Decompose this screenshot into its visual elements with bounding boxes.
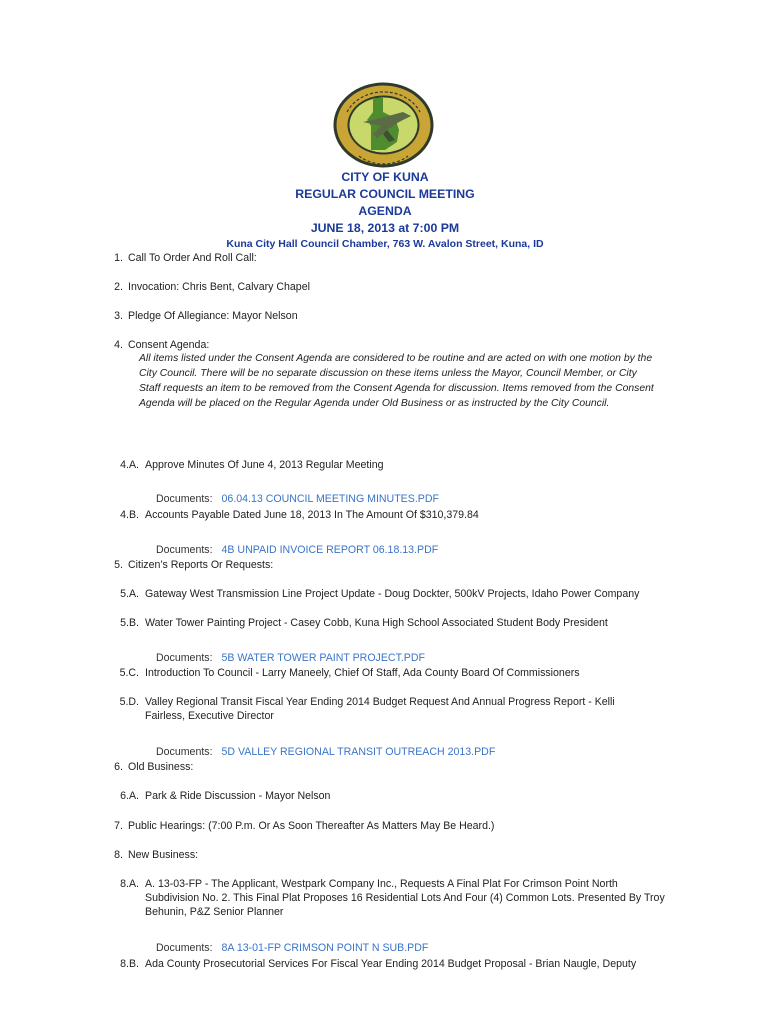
item-text: Accounts Payable Dated June 18, 2013 In The Amount Of $310,379.84 xyxy=(145,509,479,521)
item-number: 1. xyxy=(114,252,123,264)
documents-label: Documents: xyxy=(156,746,213,758)
meeting-location: Kuna City Hall Council Chamber, 763 W. Avalon Street, Kuna, ID xyxy=(226,238,544,250)
agenda-title: AGENDA xyxy=(358,204,412,218)
item-text: Citizen’s Reports Or Requests: xyxy=(128,559,274,571)
document-row xyxy=(156,543,438,557)
item-number: 8.A. xyxy=(120,878,139,890)
item-text: Ada County Prosecutorial Services For Fiscal Year Ending 2014 Budget Proposal - Brian Naugle, Deputy xyxy=(145,958,637,970)
item-number: 4.A. xyxy=(120,459,139,471)
item-number: 2. xyxy=(114,281,123,293)
item-text: Pledge Of Allegiance: Mayor Nelson xyxy=(128,310,298,322)
document-row xyxy=(156,492,439,506)
document-link[interactable]: 8A 13-01-FP CRIMSON POINT N SUB.PDF xyxy=(221,942,429,954)
consent-agenda-note: All items listed under the Consent Agenda are considered to be routine and are acted on with one motion by the City Council. There will be no separate discussion on these items unless the Mayor, Council Member, or City Staff requests an item to be removed from the Consent Agenda for discussion. Items removed from the Consent Agenda will be placed on the Regular Agenda under Old Business or as instructed by the City Council. xyxy=(139,353,654,409)
item-number: 5.D. xyxy=(119,696,139,708)
item-number: 5.B. xyxy=(120,617,139,629)
item-number: 5.A. xyxy=(120,588,139,600)
item-number: 4.B. xyxy=(120,509,139,521)
item-text: Valley Regional Transit Fiscal Year Ending 2014 Budget Request And Annual Progress Report - Kelli Fairless, Executive Director xyxy=(145,696,615,722)
item-number: 5. xyxy=(114,559,123,571)
document-link[interactable]: 5D VALLEY REGIONAL TRANSIT OUTREACH 2013.PDF xyxy=(221,746,496,758)
document-link[interactable]: 5B WATER TOWER PAINT PROJECT.PDF xyxy=(221,652,425,664)
item-text: Public Hearings: (7:00 P.m. Or As Soon Thereafter As Matters May Be Heard.) xyxy=(128,820,495,832)
document-row xyxy=(156,745,495,759)
item-number: 8.B. xyxy=(120,958,139,970)
city-seal-icon xyxy=(333,82,434,168)
item-text: Consent Agenda: xyxy=(128,339,210,351)
documents-label: Documents: xyxy=(156,493,213,505)
item-number: 7. xyxy=(114,820,123,832)
item-text: Invocation: Chris Bent, Calvary Chapel xyxy=(128,281,310,293)
document-row xyxy=(156,941,428,955)
item-text: Introduction To Council - Larry Maneely, Chief Of Staff, Ada County Board Of Commissioners xyxy=(145,667,580,679)
meeting-title: REGULAR COUNCIL MEETING xyxy=(295,187,475,201)
item-number: 6.A. xyxy=(120,790,139,802)
documents-label: Documents: xyxy=(156,942,213,954)
meeting-date: JUNE 18, 2013 at 7:00 PM xyxy=(310,221,460,235)
item-number: 4. xyxy=(114,339,123,351)
item-text: Old Business: xyxy=(128,761,194,773)
item-text: Park & Ride Discussion - Mayor Nelson xyxy=(145,790,331,802)
item-number: 8. xyxy=(114,849,123,861)
document-row xyxy=(156,651,425,665)
item-text: Water Tower Painting Project - Casey Cobb, Kuna High School Associated Student Body President xyxy=(145,617,608,629)
documents-label: Documents: xyxy=(156,652,213,664)
item-text: Approve Minutes Of June 4, 2013 Regular Meeting xyxy=(145,459,384,471)
item-number: 5.C. xyxy=(119,667,139,679)
document-link[interactable]: 4B UNPAID INVOICE REPORT 06.18.13.PDF xyxy=(221,544,439,556)
documents-label: Documents: xyxy=(156,544,213,556)
item-text: A. 13-03-FP - The Applicant, Westpark Company Inc., Requests A Final Plat For Crimson Point North Subdivision No. 2. This Final Plat Proposes 16 Residential Lots And Four (4) Common Lots. Presented By Troy Behunin, P&Z Senior Planner xyxy=(145,878,665,918)
item-number: 6. xyxy=(114,761,123,773)
item-text: Call To Order And Roll Call: xyxy=(128,252,257,264)
city-title: CITY OF KUNA xyxy=(341,170,429,184)
item-text: Gateway West Transmission Line Project Update - Doug Dockter, 500kV Projects, Idaho Power Company xyxy=(145,588,640,600)
document-link[interactable]: 06.04.13 COUNCIL MEETING MINUTES.PDF xyxy=(221,493,439,505)
item-text: New Business: xyxy=(128,849,199,861)
item-number: 3. xyxy=(114,310,123,322)
